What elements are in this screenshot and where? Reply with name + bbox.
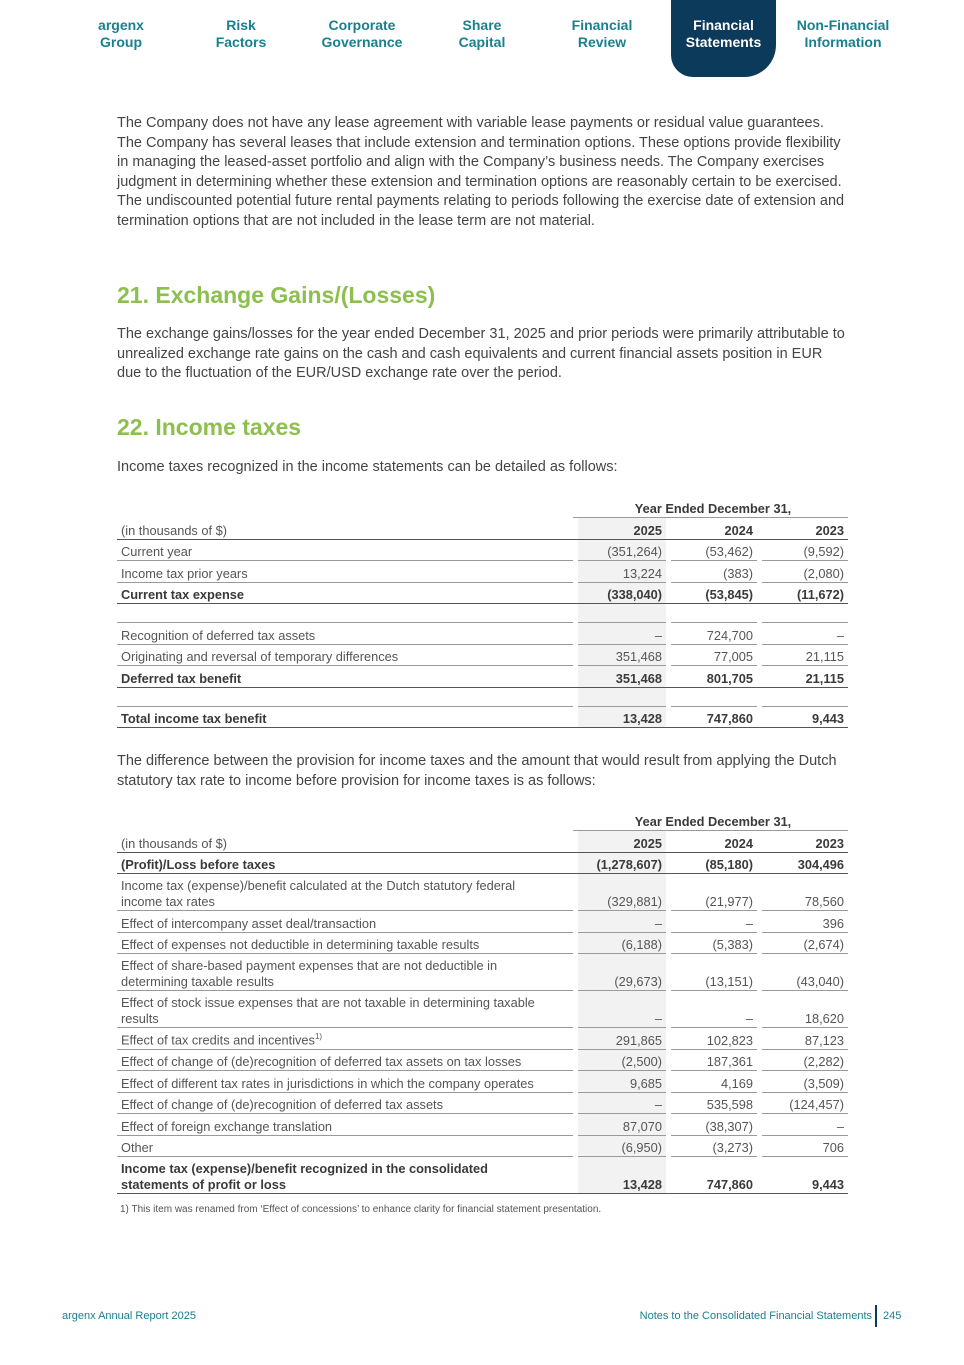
- row-label: Income tax prior years: [117, 561, 573, 583]
- cell-value: 747,860: [671, 707, 757, 729]
- row-label: Other: [117, 1136, 573, 1158]
- table-row: [117, 1136, 848, 1158]
- row-label: Effect of tax credits and incentives$^{1)}$: [117, 1028, 573, 1050]
- nav-argenx-group[interactable]: [66, 17, 176, 51]
- cell-value: 396: [762, 911, 848, 933]
- table-row: [117, 933, 848, 955]
- cell-value: (338,040): [578, 583, 666, 605]
- cell-value: (351,264): [578, 540, 666, 562]
- cell-value: –: [578, 911, 666, 933]
- nav-label-line2: Governance: [321, 34, 403, 50]
- cell-value: (85,180): [671, 853, 757, 875]
- section-22-text: Income taxes recognized in the income statements can be detailed as follows:: [117, 459, 618, 475]
- nav-label-line1: Financial: [571, 17, 633, 33]
- nav-label-line2: Group: [100, 34, 142, 50]
- cell-value: 77,005: [671, 645, 757, 667]
- cell-value: 13,428: [578, 707, 666, 729]
- row-label: Recognition of deferred tax assets: [117, 623, 573, 645]
- footnote-marker: 1): [314, 1032, 323, 1042]
- cell-value: (29,673): [578, 954, 666, 991]
- row-label: Effect of foreign exchange translation: [117, 1114, 573, 1136]
- nav-label-line1: argenx: [98, 17, 144, 33]
- table-row: [117, 645, 848, 667]
- income-tax-table: [117, 499, 848, 728]
- cell-value: (9,592): [762, 540, 848, 562]
- cell-value: –: [762, 1114, 848, 1136]
- table-row: [117, 540, 848, 562]
- cell-value: (38,307): [671, 1114, 757, 1136]
- section-21-heading: 21. Exchange Gains/(Losses): [117, 282, 436, 308]
- table-row: [117, 561, 848, 583]
- nav-non-financial-information[interactable]: [788, 17, 898, 51]
- cell-value: 21,115: [762, 645, 848, 667]
- cell-value: –: [762, 623, 848, 645]
- cell-value: 4,169: [671, 1071, 757, 1093]
- cell-value: 187,361: [671, 1050, 757, 1072]
- row-label: Effect of intercompany asset deal/transaction: [117, 911, 573, 933]
- cell-value: 21,115: [762, 666, 848, 688]
- cell-value: (5,383): [671, 933, 757, 955]
- nav-label-line2: Review: [577, 34, 627, 50]
- cell-value: (6,950): [578, 1136, 666, 1158]
- row-label: Effect of share-based payment expenses that are not deductible in determining taxable results: [117, 954, 573, 991]
- cell-value: (329,881): [578, 874, 666, 911]
- nav-financial-review[interactable]: [547, 17, 657, 51]
- cell-value: (2,500): [578, 1050, 666, 1072]
- cell-value: 291,865: [578, 1028, 666, 1050]
- nav-risk-factors[interactable]: [186, 17, 296, 51]
- cell-value: (2,674): [762, 933, 848, 955]
- table-row-subtotal: [117, 853, 848, 875]
- cell-value: 535,598: [671, 1093, 757, 1115]
- year-header: 2024: [671, 518, 757, 540]
- cell-value: 801,705: [671, 666, 757, 688]
- row-label: Current tax expense: [117, 583, 573, 605]
- footer-divider: [875, 1305, 877, 1327]
- footer-section-link[interactable]: Notes to the Consolidated Financial Statements: [639, 1310, 872, 1322]
- cell-value: 747,860: [671, 1157, 757, 1194]
- nav-label-line1: Share: [462, 17, 502, 33]
- unit-label: (in thousands of $): [117, 518, 573, 540]
- row-label: (Profit)/Loss before taxes: [117, 853, 573, 875]
- row-label: Total income tax benefit: [117, 707, 573, 729]
- year-ended-header: Year Ended December 31,: [578, 499, 848, 518]
- cell-value: 18,620: [762, 991, 848, 1028]
- cell-value: (2,282): [762, 1050, 848, 1072]
- top-navigation: [0, 0, 964, 80]
- nav-label-line2: Information: [804, 34, 882, 50]
- cell-value: (53,462): [671, 540, 757, 562]
- nav-label-line2: Factors: [215, 34, 267, 50]
- table-spacer-row: [117, 688, 848, 707]
- cell-value: 9,443: [762, 1157, 848, 1194]
- year-header: 2025: [578, 831, 666, 853]
- section-21-text: The exchange gains/losses for the year ended December 31, 2025 and prior periods were primarily attributable to unrealized exchange rate gains on the cash and cash equivalents and current financial assets position in EUR due to the fluctuation of the EUR/USD exchange rate over the period.: [117, 326, 845, 381]
- cell-value: 706: [762, 1136, 848, 1158]
- nav-corporate-governance[interactable]: [307, 17, 417, 51]
- nav-label-line2: Statements: [685, 34, 762, 50]
- cell-value: 351,468: [578, 645, 666, 667]
- row-label: Effect of change of (de)recognition of deferred tax assets on tax losses: [117, 1050, 573, 1072]
- table-spacer-row: [117, 604, 848, 623]
- year-header: 2025: [578, 518, 666, 540]
- cell-value: 9,443: [762, 707, 848, 729]
- nav-share-capital[interactable]: [427, 17, 537, 51]
- cell-value: (43,040): [762, 954, 848, 991]
- cell-value: –: [671, 911, 757, 933]
- cell-value: 13,428: [578, 1157, 666, 1194]
- year-header: 2024: [671, 831, 757, 853]
- unit-label: (in thousands of $): [117, 831, 573, 853]
- table-row-total: [117, 1157, 848, 1194]
- table-row: [117, 1093, 848, 1115]
- table-row: [117, 991, 848, 1028]
- table-row: [117, 623, 848, 645]
- cell-value: (3,273): [671, 1136, 757, 1158]
- cell-value: 87,070: [578, 1114, 666, 1136]
- cell-value: (6,188): [578, 933, 666, 955]
- table-footnote: 1) This item was renamed from ‘Effect of concessions’ to enhance clarity for financial statement presentation.: [120, 1204, 602, 1215]
- row-label: Effect of different tax rates in jurisdictions in which the company operates: [117, 1071, 573, 1093]
- row-label: Current year: [117, 540, 573, 562]
- cell-value: 304,496: [762, 853, 848, 875]
- tax-reconciliation-table: [117, 812, 848, 1194]
- table-row-subtotal: [117, 583, 848, 605]
- year-ended-header: Year Ended December 31,: [578, 812, 848, 831]
- nav-label-line1: Risk: [226, 17, 256, 33]
- table-row-total: [117, 707, 848, 729]
- table-row: [117, 911, 848, 933]
- page-number: 245: [883, 1310, 902, 1322]
- cell-value: 102,823: [671, 1028, 757, 1050]
- table-row: [117, 874, 848, 911]
- cell-value: (21,977): [671, 874, 757, 911]
- cell-value: 78,560: [762, 874, 848, 911]
- nav-financial-statements[interactable]: [671, 0, 776, 77]
- cell-value: 87,123: [762, 1028, 848, 1050]
- cell-value: 9,685: [578, 1071, 666, 1093]
- nav-label-line2: Capital: [458, 34, 506, 50]
- cell-value: 351,468: [578, 666, 666, 688]
- section-22-heading: 22. Income taxes: [117, 414, 302, 440]
- cell-value: 724,700: [671, 623, 757, 645]
- row-label: Income tax (expense)/benefit recognized in the consolidated statements of profit or loss: [117, 1157, 573, 1194]
- table-row: [117, 1114, 848, 1136]
- cell-value: (2,080): [762, 561, 848, 583]
- cell-value: –: [578, 1093, 666, 1115]
- nav-label-line1: Non-Financial: [796, 17, 890, 33]
- cell-value: –: [578, 991, 666, 1028]
- row-label: Effect of expenses not deductible in determining taxable results: [117, 933, 573, 955]
- footer-report-title: argenx Annual Report 2025: [62, 1310, 196, 1322]
- row-label: Income tax (expense)/benefit calculated at the Dutch statutory federal income tax rates: [117, 874, 573, 911]
- nav-label-line1: Financial: [693, 17, 754, 33]
- year-header: 2023: [762, 518, 848, 540]
- table-row: [117, 954, 848, 991]
- row-label: Effect of stock issue expenses that are not taxable in determining taxable results: [117, 991, 573, 1028]
- row-label: Originating and reversal of temporary differences: [117, 645, 573, 667]
- cell-value: (13,151): [671, 954, 757, 991]
- row-label: Deferred tax benefit: [117, 666, 573, 688]
- lease-paragraph: The Company does not have any lease agreement with variable lease payments or residual value guarantees. The Company has several leases that include extension and termination options. These options provide flexibility in managing the leased-asset portfolio and align with the Company’s business needs. The Company exercises judgment in determining whether these extension and termination options are reasonably certain to be exercised. The undiscounted potential future rental payments relating to periods following the exercise date of extension and termination options that are not included in the lease term are not material.: [117, 115, 845, 229]
- cell-value: (3,509): [762, 1071, 848, 1093]
- table-row: [117, 1071, 848, 1093]
- cell-value: (11,672): [762, 583, 848, 605]
- cell-value: (124,457): [762, 1093, 848, 1115]
- cell-value: –: [578, 623, 666, 645]
- table-row: [117, 1028, 848, 1050]
- table-row: [117, 1050, 848, 1072]
- nav-label-line1: Corporate: [328, 17, 396, 33]
- year-header: 2023: [762, 831, 848, 853]
- table-row-subtotal: [117, 666, 848, 688]
- cell-value: (1,278,607): [578, 853, 666, 875]
- difference-paragraph: The difference between the provision for income taxes and the amount that would result from applying the Dutch statutory tax rate to income before provision for income taxes is as follows:: [117, 753, 837, 789]
- cell-value: (53,845): [671, 583, 757, 605]
- row-label: Effect of change of (de)recognition of deferred tax assets: [117, 1093, 573, 1115]
- cell-value: –: [671, 991, 757, 1028]
- cell-value: 13,224: [578, 561, 666, 583]
- cell-value: (383): [671, 561, 757, 583]
